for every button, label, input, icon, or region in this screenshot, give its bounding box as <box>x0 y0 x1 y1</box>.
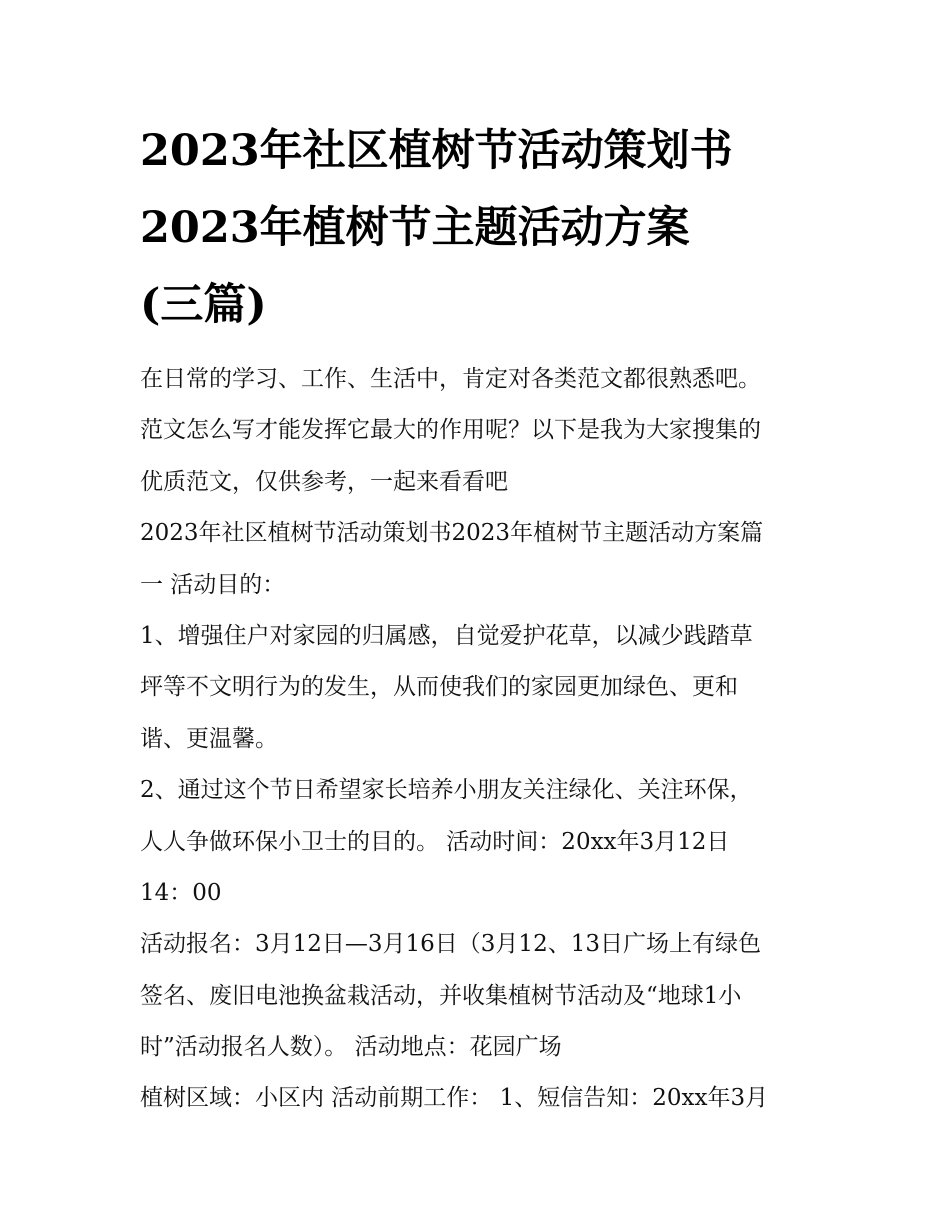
body-line: 人人争做环保小卫士的目的。 活动时间：20xx年3月12日 <box>140 828 730 855</box>
body-line: 活动报名：3月12日—3月16日（3月12、13日广场上有绿色 <box>140 931 761 958</box>
document-body <box>140 354 820 1125</box>
title-line-1: 2023年社区植树节活动策划书 <box>140 126 733 176</box>
document-title <box>140 113 830 344</box>
body-line: 2023年社区植树节活动策划书2023年植树节主题活动方案篇 <box>140 520 764 547</box>
body-line: 1、增强住户对家园的归属感，自觉爱护花草，以减少践踏草 <box>140 622 753 649</box>
body-line: 范文怎么写才能发挥它最大的作用呢？以下是我为大家搜集的 <box>140 417 761 444</box>
body-line: 2、通过这个节日希望家长培养小朋友关注绿化、关注环保， <box>140 777 753 804</box>
title-line-2: 2023年植树节主题活动方案 <box>140 203 690 253</box>
title-line-3: (三篇) <box>140 280 267 330</box>
body-line: 签名、废旧电池换盆栽活动，并收集植树节活动及“地球1小 <box>140 982 742 1009</box>
body-line: 谐、更温馨。 <box>140 725 278 752</box>
body-line: 在日常的学习、工作、生活中，肯定对各类范文都很熟悉吧。 <box>140 366 761 392</box>
body-line: 时”活动报名人数）。 活动地点：花园广场 <box>140 1034 562 1061</box>
body-line: 一 活动目的： <box>140 571 286 598</box>
body-line: 优质范文，仅供参考，一起来看看吧 <box>140 468 508 495</box>
body-line: 14：00 <box>140 879 222 906</box>
body-line: 坪等不文明行为的发生，从而使我们的家园更加绿色、更和 <box>140 674 738 701</box>
body-line: 植树区域：小区内 活动前期工作： 1、短信告知：20xx年3月 <box>140 1085 769 1112</box>
